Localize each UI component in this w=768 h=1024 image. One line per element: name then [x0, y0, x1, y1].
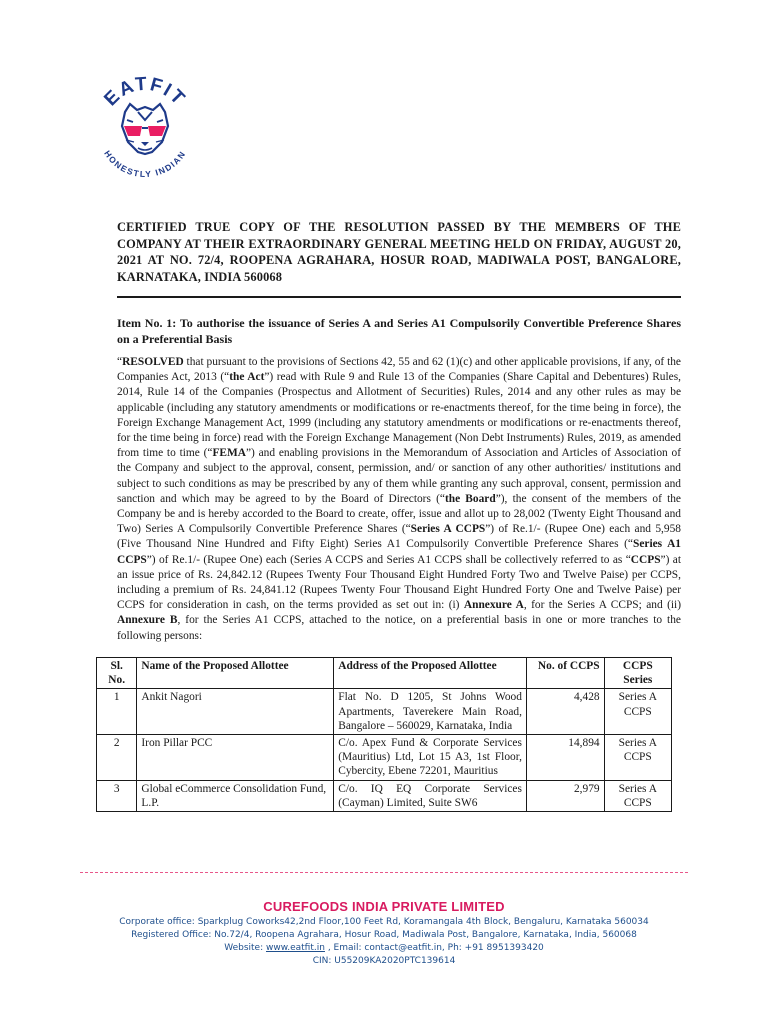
tiger-with-sunglasses-icon [80, 60, 210, 190]
footer-divider [80, 872, 688, 873]
cell-ccps-count: 4,428 [526, 689, 604, 735]
cell-name: Iron Pillar PCC [137, 735, 334, 781]
allottee-table [96, 657, 672, 812]
cell-address: C/o. IQ EQ Corporate Services (Cayman) Limited, Suite SW6 [334, 780, 527, 811]
footer-company-name: CUREFOODS INDIA PRIVATE LIMITED [263, 899, 505, 914]
footer-cin: CIN: U55209KA2020PTC139614 [312, 956, 456, 966]
title-divider [117, 296, 681, 298]
table-row [97, 735, 672, 781]
cell-address: C/o. Apex Fund & Corporate Services (Mauritius) Ltd, Lot 15 A3, 1st Floor, Cybercity, Ebene 72201, Mauritius [334, 735, 527, 781]
defined-term-fema: FEMA [212, 447, 246, 460]
defined-term-ccps: CCPS [630, 553, 661, 566]
cell-name: Global eCommerce Consolidation Fund, L.P. [137, 780, 334, 811]
item-heading: Item No. 1: To authorise the issuance of Series A and Series A1 Compulsorily Convertible Preference Shares on a Preferential Basis [117, 316, 681, 346]
cell-sl-no: 1 [97, 689, 137, 735]
website-link[interactable]: www.eatfit.in [265, 943, 325, 953]
cell-sl-no: 3 [97, 780, 137, 811]
defined-term-board: the Board [444, 492, 496, 505]
cell-name: Ankit Nagori [137, 689, 334, 735]
header-allottee-address: Address of the Proposed Allottee [334, 658, 527, 689]
footer-corporate-office: Corporate office: Sparkplug Coworks42,2nd Floor,100 Feet Rd, Koramangala 4th Block, Bengaluru, Karnataka 560034 [119, 917, 649, 927]
defined-term-series-a1: Series A1 CCPS [117, 538, 681, 566]
cell-ccps-count: 2,979 [526, 780, 604, 811]
svg-text:EATFIT [100, 74, 189, 111]
document-title: CERTIFIED TRUE COPY OF THE RESOLUTION PASSED BY THE MEMBERS OF THE COMPANY AT THEIR EXTRAORDINARY GENERAL MEETING HELD ON FRIDAY, AUGUST 20, 2021 AT NO. 72/4, ROOPENA AGRAHARA, HOSUR ROAD, MADIWALA POST, BANGALORE, KARNATAKA, INDIA 560068 [117, 220, 681, 284]
footer-registered-office: Registered Office: No.72/4, Roopena Agrahara, Hosur Road, Madiwala Post, Bangalore, Karnataka, India, 560068 [131, 930, 637, 940]
annexure-b: Annexure B [117, 614, 178, 627]
header-sl-no: Sl. No. [97, 658, 137, 689]
header-allottee-name: Name of the Proposed Allottee [137, 658, 334, 689]
company-logo [80, 60, 210, 190]
cell-ccps-count: 14,894 [526, 735, 604, 781]
footer-web-contact: Website: www.eatfit.in , Email: contact@eatfit.in, Ph: +91 8951393420 [224, 943, 544, 953]
logo-tagline: HONESTLY INDIAN [102, 148, 188, 180]
table-row [97, 689, 672, 735]
cell-address: Flat No. D 1205, St Johns Wood Apartments, Taverekere Main Road, Bangalore – 560029, Karnataka, India [334, 689, 527, 735]
table-row [97, 780, 672, 811]
defined-term-act: the Act [229, 371, 265, 384]
cell-ccps-series: Series A CCPS [604, 689, 671, 735]
resolution-paragraph: “RESOLVED that pursuant to the provisions of Sections 42, 55 and 62 (1)(c) and other applicable provisions, if any, of the Companies Act, 2013 (“the Act”) read with Rule 9 and Rule 13 of the Companies (Share Capital and Debentures) Rules, 2014, Rule 14 of the Companies (Prospectus and Allotment of Securities) Rules, 2014 and any other rules as may be applicable (including any statutory amendments or modifications or re-enactments thereof, for the time being in force), the Foreign Exchange Management Act, 1999 (including any statutory amendments or modifications or re-enactments thereof, for the time being in force) read with the Foreign Exchange Management (Non Debt Instruments) Rules, 2019, as amended from time to time (“FEMA”) and enabling provisions in the Memorandum of Association and Articles of Association of the Company and subject to the approval, consent, permission, and/ or sanction of any other authorities/ institutions and subject to such conditions as may be prescribed by any of them while granting any such approval, consent, permission and sanction and which may be agreed to by the Board of Directors (“the Board”), the consent of the members of the Company be and is hereby accorded to the Board to create, offer, issue and allot up to 28,002 (Twenty Eight Thousand and Two) Series A Compulsorily Convertible Preference Shares (“Series A CCPS”) of Re.1/- (Rupee One) each and 5,958 (Five Thousand Nine Hundred and Fifty Eight) Series A1 Compulsorily Convertible Preference Shares (“Series A1 CCPS”) of Re.1/- (Rupee One) each (Series A CCPS and Series A1 CCPS shall be collectively referred to as “CCPS”) at an issue price of Rs. 24,842.12 (Rupees Twenty Four Thousand Eight Hundred Forty Two and Twelve Paise) per CCPS, including a premium of Rs. 24,841.12 (Rupees Twenty Four Thousand Eight Hundred Forty One and Twelve Paise) per CCPS for consideration in cash, on the terms provided as set out in: (i) Annexure A, for the Series A CCPS; and (ii) Annexure B, for the Series A1 CCPS, attached to the notice, on a preferential basis in one or more tranches to the following persons: [117, 356, 681, 642]
annexure-a: Annexure A [463, 599, 524, 612]
cell-ccps-series: Series A CCPS [604, 735, 671, 781]
cell-sl-no: 2 [97, 735, 137, 781]
footer-contact-block [0, 916, 768, 968]
defined-term-series-a: Series A CCPS [410, 523, 486, 536]
logo-brand: EATFIT [100, 73, 190, 111]
resolved-term: RESOLVED [122, 356, 184, 368]
header-no-of-ccps: No. of CCPS [526, 658, 604, 689]
cell-ccps-series: Series A CCPS [604, 780, 671, 811]
header-ccps-series: CCPS Series [604, 658, 671, 689]
table-header-row [97, 658, 672, 689]
